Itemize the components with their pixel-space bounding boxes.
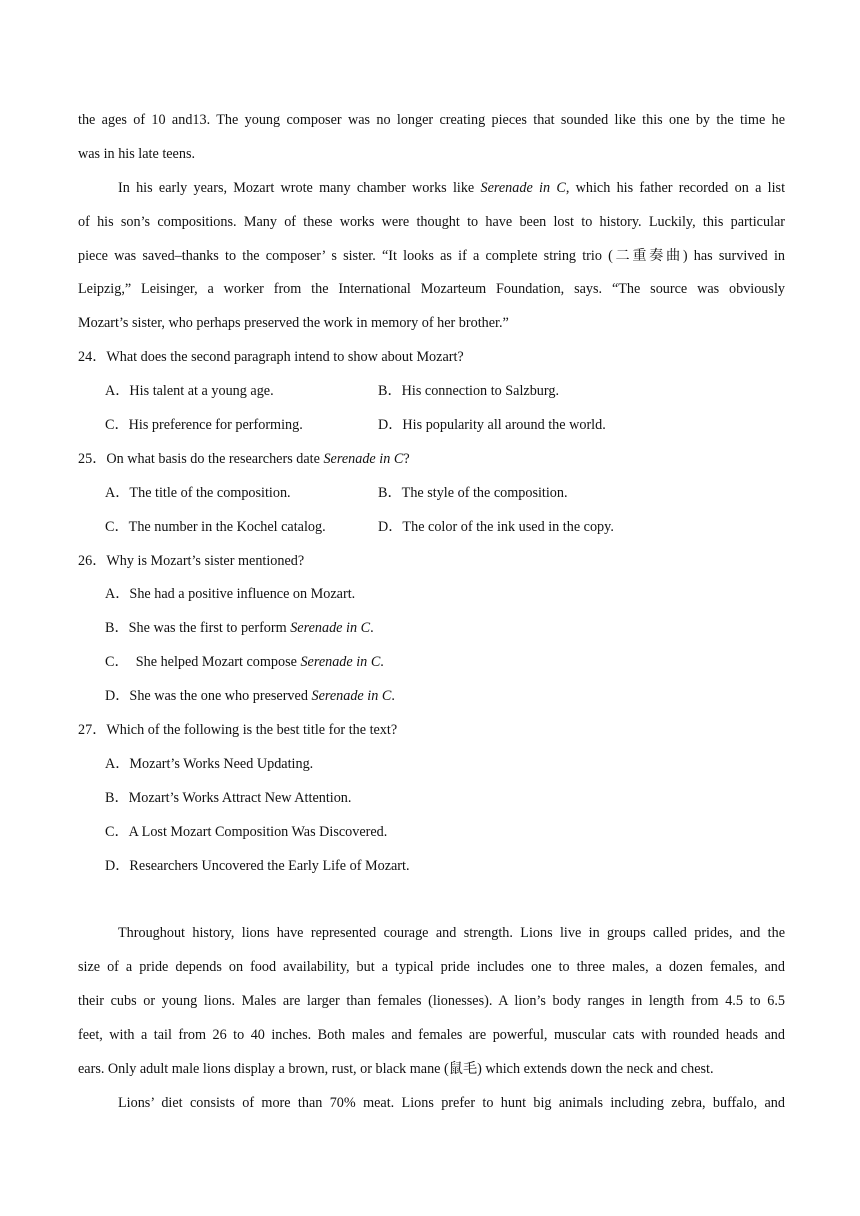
question-26-stem: 26．Why is Mozart’s sister mentioned? bbox=[78, 552, 305, 569]
passage-c-line: In his early years, Mozart wrote many chamber works like Serenade in C, which his father recorded on a list bbox=[118, 179, 786, 196]
option-a: A．His talent at a young age. bbox=[105, 383, 274, 400]
question-24-options-row bbox=[78, 375, 785, 409]
question-24-options-row bbox=[78, 409, 785, 443]
question-25-stem: 25．On what basis do the researchers date Serenade in C? bbox=[78, 450, 410, 467]
question-24-stem: 24．What does the second paragraph intend to show about Mozart? bbox=[78, 349, 464, 366]
option-b: B．She was the first to perform Serenade in C. bbox=[105, 620, 374, 637]
passage-d-line: Lions’ diet consists of more than 70% meat. Lions prefer to hunt big animals including zebra, buffalo, and bbox=[118, 1094, 785, 1111]
option-d: D．His popularity all around the world. bbox=[378, 417, 606, 434]
passage-d-line: ears. Only adult male lions display a brown, rust, or black mane (鼠毛) which extends down the neck and chest. bbox=[78, 1060, 714, 1077]
passage-c-line: Leipzig,” Leisinger, a worker from the International Mozarteum Foundation, says. “The source was obviously bbox=[78, 281, 785, 298]
option-a: A．Mozart’s Works Need Updating. bbox=[105, 755, 314, 772]
option-a: A．She had a positive influence on Mozart. bbox=[105, 586, 356, 603]
passage-c-line: was in his late teens. bbox=[78, 145, 196, 162]
question-25-options-row bbox=[78, 511, 785, 545]
passage-c-line: the ages of 10 and13. The young composer was no longer creating pieces that sounded like this one by the time he bbox=[78, 112, 785, 128]
passage-d-line: their cubs or young lions. Males are larger than females (lionesses). A lion’s body ranges in length from 4.5 to 6.5 bbox=[78, 993, 785, 1010]
passage-c-line: of his son’s compositions. Many of these works were thought to have been lost to history. Luckily, this particular bbox=[78, 213, 785, 230]
passage-d-line: Throughout history, lions have represented courage and strength. Lions live in groups called prides, and the bbox=[118, 925, 785, 942]
option-c: C．A Lost Mozart Composition Was Discovered. bbox=[105, 823, 388, 840]
option-a: A．The title of the composition. bbox=[105, 484, 291, 501]
option-c: C．The number in the Kochel catalog. bbox=[105, 518, 326, 535]
option-b: B．Mozart’s Works Attract New Attention. bbox=[105, 789, 352, 806]
passage-d-line: size of a pride depends on food availability, but a typical pride includes one to three males, a dozen females, and bbox=[78, 959, 785, 976]
question-25-options-row bbox=[78, 477, 785, 511]
option-d: D．She was the one who preserved Serenade in C. bbox=[105, 688, 395, 705]
option-b: B．His connection to Salzburg. bbox=[378, 383, 560, 400]
option-c: C．His preference for performing. bbox=[105, 417, 303, 434]
option-b: B．The style of the composition. bbox=[378, 484, 568, 501]
option-c: C． She helped Mozart compose Serenade in C. bbox=[105, 654, 384, 671]
option-d: D．The color of the ink used in the copy. bbox=[378, 518, 614, 535]
option-d: D．Researchers Uncovered the Early Life of Mozart. bbox=[105, 857, 410, 874]
passage-c-line: Mozart’s sister, who perhaps preserved the work in memory of her brother.” bbox=[78, 315, 509, 332]
section-gap bbox=[78, 883, 785, 917]
passage-c-line: piece was saved–thanks to the composer’ s sister. “It looks as if a complete string trio (二重奏曲) has survived in bbox=[78, 247, 785, 264]
document-page bbox=[78, 104, 785, 1121]
question-27-stem: 27．Which of the following is the best title for the text? bbox=[78, 722, 398, 739]
passage-d-line: feet, with a tail from 26 to 40 inches. Both males and females are powerful, muscular cats with rounded heads and bbox=[78, 1027, 785, 1044]
